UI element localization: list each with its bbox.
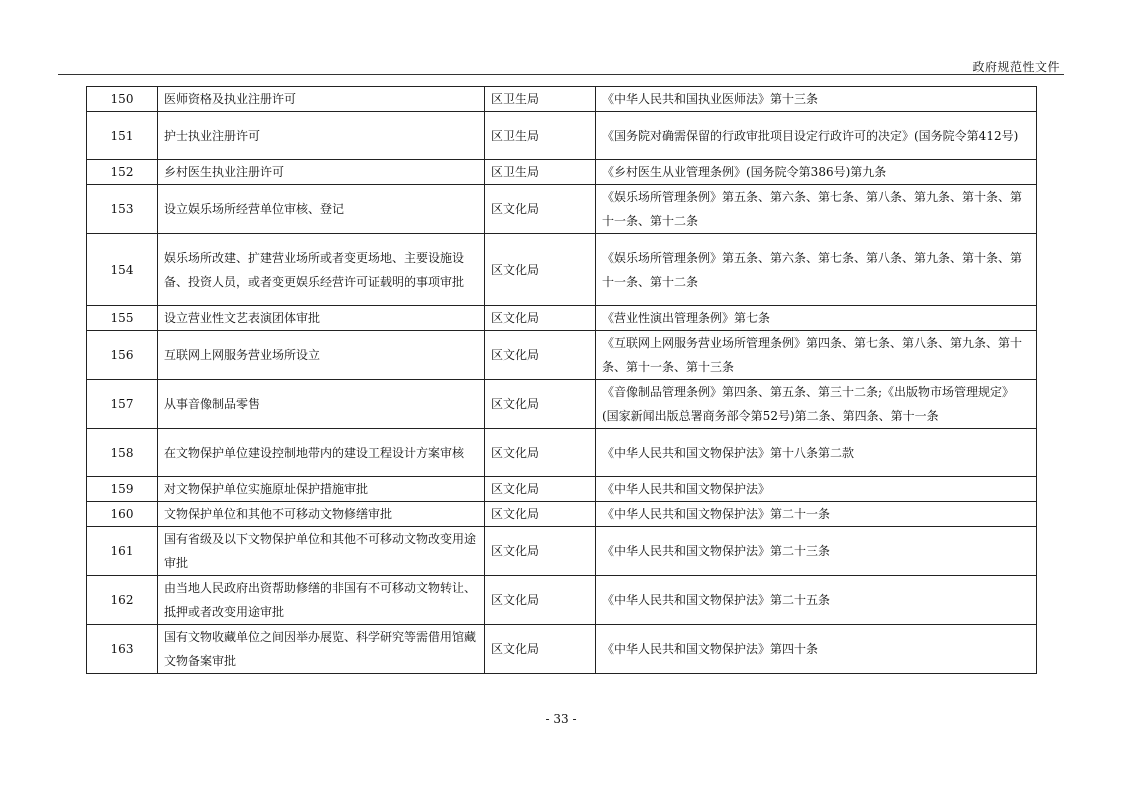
responsible-department: 区文化局: [485, 477, 596, 502]
approval-item: 文物保护单位和其他不可移动文物修缮审批: [158, 502, 485, 527]
responsible-department: 区文化局: [485, 429, 596, 477]
responsible-department: 区卫生局: [485, 160, 596, 185]
responsible-department: 区文化局: [485, 576, 596, 625]
responsible-department: 区文化局: [485, 331, 596, 380]
approval-item: 由当地人民政府出资帮助修缮的非国有不可移动文物转让、抵押或者改变用途审批: [158, 576, 485, 625]
approval-items-table: [86, 86, 1037, 674]
legal-basis: 《营业性演出管理条例》第七条: [596, 306, 1037, 331]
table-row: [87, 502, 1037, 527]
responsible-department: 区文化局: [485, 185, 596, 234]
row-number: 152: [87, 160, 158, 185]
row-number: 159: [87, 477, 158, 502]
approval-item: 医师资格及执业注册许可: [158, 87, 485, 112]
approval-item: 互联网上网服务营业场所设立: [158, 331, 485, 380]
table-row: [87, 429, 1037, 477]
row-number: 155: [87, 306, 158, 331]
legal-basis: 《中华人民共和国执业医师法》第十三条: [596, 87, 1037, 112]
row-number: 157: [87, 380, 158, 429]
row-number: 150: [87, 87, 158, 112]
approval-item: 国有文物收藏单位之间因举办展览、科学研究等需借用馆藏文物备案审批: [158, 625, 485, 674]
table-row: [87, 185, 1037, 234]
legal-basis: 《中华人民共和国文物保护法》第十八条第二款: [596, 429, 1037, 477]
row-number: 156: [87, 331, 158, 380]
approval-item: 设立营业性文艺表演团体审批: [158, 306, 485, 331]
legal-basis: 《娱乐场所管理条例》第五条、第六条、第七条、第八条、第九条、第十条、第十一条、第十二条: [596, 234, 1037, 306]
table-row: [87, 380, 1037, 429]
responsible-department: 区文化局: [485, 502, 596, 527]
row-number: 158: [87, 429, 158, 477]
responsible-department: 区卫生局: [485, 112, 596, 160]
table-body: [87, 87, 1037, 674]
table-row: [87, 625, 1037, 674]
legal-basis: 《音像制品管理条例》第四条、第五条、第三十二条;《出版物市场管理规定》(国家新闻出版总署商务部令第52号)第二条、第四条、第十一条: [596, 380, 1037, 429]
table-row: [87, 477, 1037, 502]
approval-item: 护士执业注册许可: [158, 112, 485, 160]
row-number: 154: [87, 234, 158, 306]
approval-item: 在文物保护单位建设控制地带内的建设工程设计方案审核: [158, 429, 485, 477]
responsible-department: 区卫生局: [485, 87, 596, 112]
legal-basis: 《中华人民共和国文物保护法》第二十五条: [596, 576, 1037, 625]
row-number: 161: [87, 527, 158, 576]
table-row: [87, 576, 1037, 625]
legal-basis: 《中华人民共和国文物保护法》第二十一条: [596, 502, 1037, 527]
legal-basis: 《中华人民共和国文物保护法》: [596, 477, 1037, 502]
table-row: [87, 306, 1037, 331]
row-number: 151: [87, 112, 158, 160]
row-number: 153: [87, 185, 158, 234]
legal-basis: 《娱乐场所管理条例》第五条、第六条、第七条、第八条、第九条、第十条、第十一条、第十二条: [596, 185, 1037, 234]
header-divider: [58, 74, 1064, 75]
row-number: 162: [87, 576, 158, 625]
row-number: 160: [87, 502, 158, 527]
table-row: [87, 331, 1037, 380]
responsible-department: 区文化局: [485, 380, 596, 429]
approval-item: 对文物保护单位实施原址保护措施审批: [158, 477, 485, 502]
responsible-department: 区文化局: [485, 625, 596, 674]
legal-basis: 《国务院对确需保留的行政审批项目设定行政许可的决定》(国务院令第412号): [596, 112, 1037, 160]
legal-basis: 《中华人民共和国文物保护法》第二十三条: [596, 527, 1037, 576]
table-row: [87, 160, 1037, 185]
legal-basis: 《互联网上网服务营业场所管理条例》第四条、第七条、第八条、第九条、第十条、第十一条、第十三条: [596, 331, 1037, 380]
legal-basis: 《中华人民共和国文物保护法》第四十条: [596, 625, 1037, 674]
page-number: - 33 -: [545, 712, 577, 726]
approval-item: 设立娱乐场所经营单位审核、登记: [158, 185, 485, 234]
responsible-department: 区文化局: [485, 306, 596, 331]
responsible-department: 区文化局: [485, 527, 596, 576]
approval-item: 乡村医生执业注册许可: [158, 160, 485, 185]
approval-item: 从事音像制品零售: [158, 380, 485, 429]
table-row: [87, 527, 1037, 576]
approval-item: 娱乐场所改建、扩建营业场所或者变更场地、主要设施设备、投资人员，或者变更娱乐经营许可证载明的事项审批: [158, 234, 485, 306]
table-row: [87, 112, 1037, 160]
table-row: [87, 234, 1037, 306]
table-row: [87, 87, 1037, 112]
document-category-title: 政府规范性文件: [972, 60, 1060, 74]
legal-basis: 《乡村医生从业管理条例》(国务院令第386号)第九条: [596, 160, 1037, 185]
responsible-department: 区文化局: [485, 234, 596, 306]
row-number: 163: [87, 625, 158, 674]
approval-item: 国有省级及以下文物保护单位和其他不可移动文物改变用途审批: [158, 527, 485, 576]
